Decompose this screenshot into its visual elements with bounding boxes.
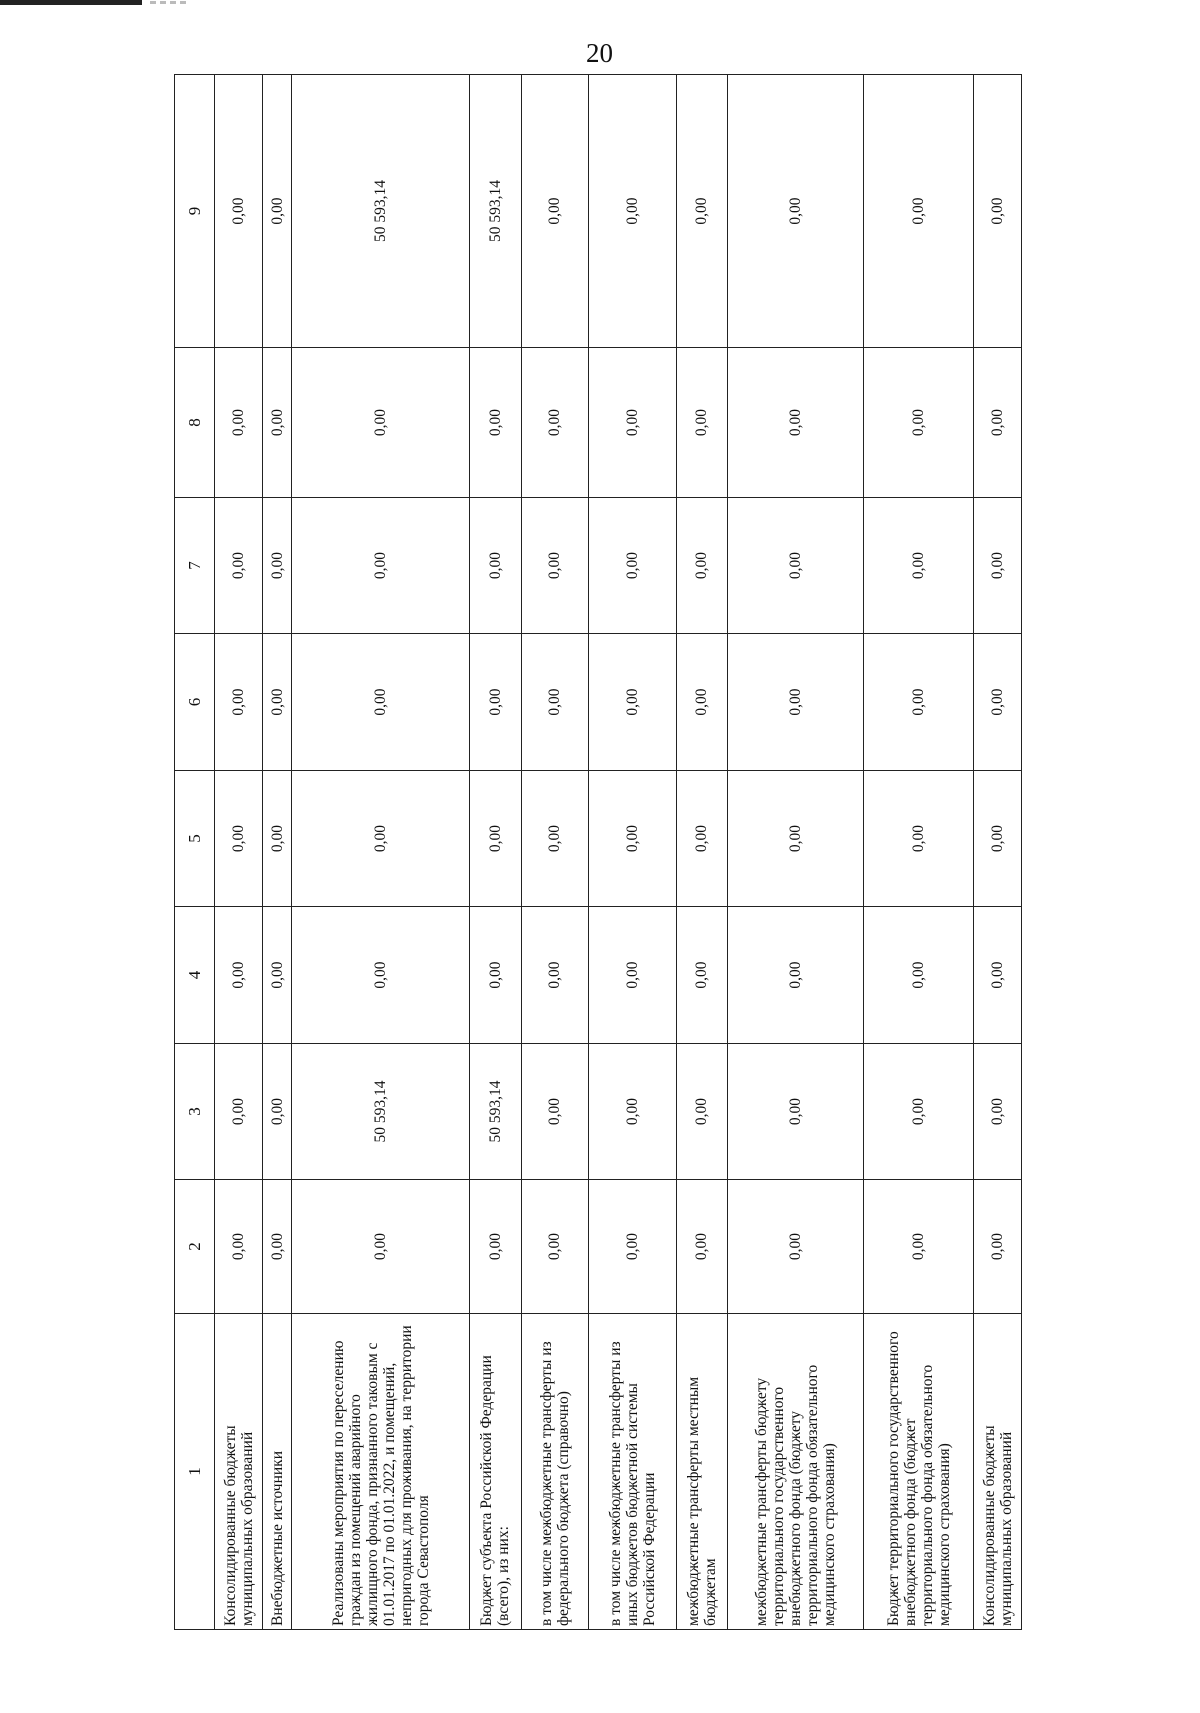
- value-cell: 0,00: [676, 907, 727, 1044]
- value-cell: 0,00: [974, 498, 1022, 634]
- value-cell: 0,00: [215, 498, 263, 634]
- value-cell: 0,00: [864, 634, 974, 771]
- value-cell: 0,00: [521, 907, 588, 1044]
- value-cell: 0,00: [676, 348, 727, 498]
- value-cell: 50 593,14: [470, 1044, 521, 1180]
- value-cell: 0,00: [470, 634, 521, 771]
- value-cell: 0,00: [727, 348, 864, 498]
- value-cell: 0,00: [588, 498, 676, 634]
- column-header: 2: [175, 1180, 215, 1314]
- table-row: [262, 75, 291, 1630]
- value-cell: 0,00: [215, 771, 263, 907]
- row-label: Консолидированные бюджеты муниципальных образований: [215, 1314, 263, 1630]
- value-cell: 50 593,14: [292, 1044, 470, 1180]
- value-cell: 0,00: [974, 1180, 1022, 1314]
- value-cell: 0,00: [974, 907, 1022, 1044]
- value-cell: 0,00: [215, 907, 263, 1044]
- row-label: Реализованы мероприятия по переселению граждан из помещений аварийного жилищного фонда, признанного таковым с 01.01.2017 по 01.01.2022, и помещений, непригодных для проживания, на территории города Севастополя: [292, 1314, 470, 1630]
- value-cell: 0,00: [521, 348, 588, 498]
- page-number: 20: [586, 38, 613, 68]
- value-cell: 0,00: [676, 1044, 727, 1180]
- value-cell: 0,00: [262, 1044, 291, 1180]
- value-cell: 50 593,14: [470, 75, 521, 348]
- value-cell: 0,00: [215, 1180, 263, 1314]
- value-cell: 0,00: [292, 771, 470, 907]
- column-header: 5: [175, 771, 215, 907]
- value-cell: 0,00: [262, 634, 291, 771]
- value-cell: 0,00: [676, 771, 727, 907]
- value-cell: 0,00: [470, 907, 521, 1044]
- column-header: 6: [175, 634, 215, 771]
- value-cell: 0,00: [588, 634, 676, 771]
- row-label: в том числе межбюджетные трансферты из федерального бюджета (справочно): [521, 1314, 588, 1630]
- value-cell: 0,00: [864, 75, 974, 348]
- row-label: Консолидированные бюджеты муниципальных образований: [974, 1314, 1022, 1630]
- value-cell: 0,00: [521, 771, 588, 907]
- column-header: 3: [175, 1044, 215, 1180]
- table-row: [521, 75, 588, 1630]
- value-cell: 0,00: [588, 75, 676, 348]
- value-cell: 0,00: [974, 771, 1022, 907]
- value-cell: 0,00: [215, 634, 263, 771]
- row-label: в том числе межбюджетные трансферты из иных бюджетов бюджетной системы Российской Федерации: [588, 1314, 676, 1630]
- value-cell: 0,00: [521, 634, 588, 771]
- value-cell: 0,00: [470, 1180, 521, 1314]
- value-cell: 0,00: [215, 348, 263, 498]
- value-cell: 0,00: [727, 75, 864, 348]
- value-cell: 0,00: [676, 634, 727, 771]
- row-label: межбюджетные трансферты бюджету территориального государственного внебюджетного фонда (бюджету территориального фонда обязательного медицинского страхования): [727, 1314, 864, 1630]
- value-cell: 0,00: [215, 1044, 263, 1180]
- scan-edge-mark: [0, 0, 142, 5]
- row-label: Бюджет территориального государственного внебюджетного фонда (бюджет территориального фонда обязательного медицинского страхования): [864, 1314, 974, 1630]
- value-cell: 0,00: [292, 498, 470, 634]
- value-cell: 0,00: [727, 1044, 864, 1180]
- value-cell: 0,00: [727, 634, 864, 771]
- table-row: [292, 75, 470, 1630]
- value-cell: 0,00: [864, 498, 974, 634]
- value-cell: 0,00: [588, 1180, 676, 1314]
- value-cell: 0,00: [727, 771, 864, 907]
- value-cell: 0,00: [470, 771, 521, 907]
- value-cell: 0,00: [292, 1180, 470, 1314]
- value-cell: 0,00: [262, 1180, 291, 1314]
- value-cell: 0,00: [974, 348, 1022, 498]
- value-cell: 0,00: [588, 1044, 676, 1180]
- table-row: [588, 75, 676, 1630]
- value-cell: 0,00: [676, 498, 727, 634]
- table-row: [215, 75, 263, 1630]
- column-header: 4: [175, 907, 215, 1044]
- column-header: 1: [175, 1314, 215, 1630]
- value-cell: 0,00: [974, 634, 1022, 771]
- value-cell: 0,00: [215, 75, 263, 348]
- value-cell: 0,00: [864, 1180, 974, 1314]
- value-cell: 0,00: [521, 498, 588, 634]
- value-cell: 0,00: [588, 907, 676, 1044]
- value-cell: 0,00: [262, 498, 291, 634]
- value-cell: 0,00: [521, 1044, 588, 1180]
- value-cell: 0,00: [588, 771, 676, 907]
- value-cell: 0,00: [262, 75, 291, 348]
- value-cell: 0,00: [470, 348, 521, 498]
- value-cell: 0,00: [727, 907, 864, 1044]
- value-cell: 50 593,14: [292, 75, 470, 348]
- table-row: [676, 75, 727, 1630]
- value-cell: 0,00: [292, 348, 470, 498]
- value-cell: 0,00: [262, 771, 291, 907]
- value-cell: 0,00: [292, 634, 470, 771]
- value-cell: 0,00: [974, 75, 1022, 348]
- budget-table: [174, 74, 1022, 1630]
- value-cell: 0,00: [588, 348, 676, 498]
- row-label: межбюджетные трансферты местным бюджетам: [676, 1314, 727, 1630]
- column-header: 8: [175, 348, 215, 498]
- row-label: Бюджет субъекта Российской Федерации (всего), из них:: [470, 1314, 521, 1630]
- table-header-row: [175, 75, 215, 1630]
- value-cell: 0,00: [521, 1180, 588, 1314]
- value-cell: 0,00: [727, 1180, 864, 1314]
- value-cell: 0,00: [262, 907, 291, 1044]
- table-row: [864, 75, 974, 1630]
- value-cell: 0,00: [676, 75, 727, 348]
- value-cell: 0,00: [727, 498, 864, 634]
- value-cell: 0,00: [864, 907, 974, 1044]
- value-cell: 0,00: [974, 1044, 1022, 1180]
- scan-edge-dash: [150, 1, 188, 4]
- row-label: Внебюджетные источники: [262, 1314, 291, 1630]
- rotated-table-container: [174, 75, 1022, 1630]
- value-cell: 0,00: [262, 348, 291, 498]
- value-cell: 0,00: [864, 771, 974, 907]
- value-cell: 0,00: [470, 498, 521, 634]
- value-cell: 0,00: [292, 907, 470, 1044]
- value-cell: 0,00: [864, 348, 974, 498]
- table-row: [974, 75, 1022, 1630]
- column-header: 9: [175, 75, 215, 348]
- table-row: [727, 75, 864, 1630]
- table-row: [470, 75, 521, 1630]
- value-cell: 0,00: [864, 1044, 974, 1180]
- column-header: 7: [175, 498, 215, 634]
- value-cell: 0,00: [521, 75, 588, 348]
- value-cell: 0,00: [676, 1180, 727, 1314]
